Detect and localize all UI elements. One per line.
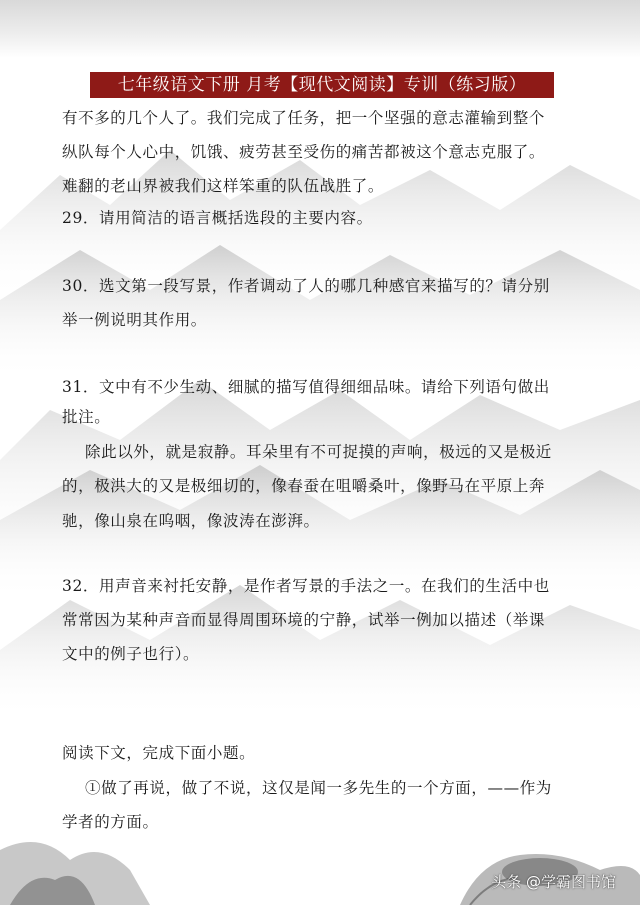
question-line: 举一例说明其作用。 [62,311,207,329]
reading-paragraph: ①做了再说，做了不说，这仅是闻一多先生的一个方面，——作为 [85,779,552,797]
quoted-sentence: 驰，像山泉在呜咽，像波涛在澎湃。 [62,512,320,530]
question-line: 30．选文第一段写景，作者调动了人的哪几种感官来描写的？请分别 [62,277,550,295]
question-line: 32．用声音来衬托安静，是作者写景的手法之一。在我们的生活中也 [62,577,550,595]
question-line: 31．文中有不少生动、细腻的描写值得细细品味。请给下列语句做出 [62,378,550,396]
quoted-sentence: 除此以外，就是寂静。耳朵里有不可捉摸的声响，极远的又是极近 [85,443,552,461]
reading-paragraph: 学者的方面。 [62,813,159,831]
passage-line: 难翻的老山界被我们这样笨重的队伍战胜了。 [62,177,385,195]
question-line: 常常因为某种声音而显得周围环境的宁静，试举一例加以描述（举课 [62,611,546,629]
question-line: 批注。 [62,408,111,426]
quoted-sentence: 的，极洪大的又是极细切的，像春蚕在咀嚼桑叶，像野马在平原上奔 [62,477,546,495]
passage-line: 纵队每个人心中，饥饿、疲劳甚至受伤的痛苦都被这个意志克服了。 [62,143,546,161]
page-title: 七年级语文下册 月考【现代文阅读】专训（练习版） [90,72,554,98]
question-line: 29．请用简洁的语言概括选段的主要内容。 [62,209,373,227]
section-instruction: 阅读下文，完成下面小题。 [62,744,256,762]
watermark-label: 头条 @学霸图书馆 [491,873,616,891]
question-line: 文中的例子也行）。 [62,645,200,663]
passage-line: 有不多的几个人了。我们完成了任务，把一个坚强的意志灌输到整个 [62,109,546,127]
